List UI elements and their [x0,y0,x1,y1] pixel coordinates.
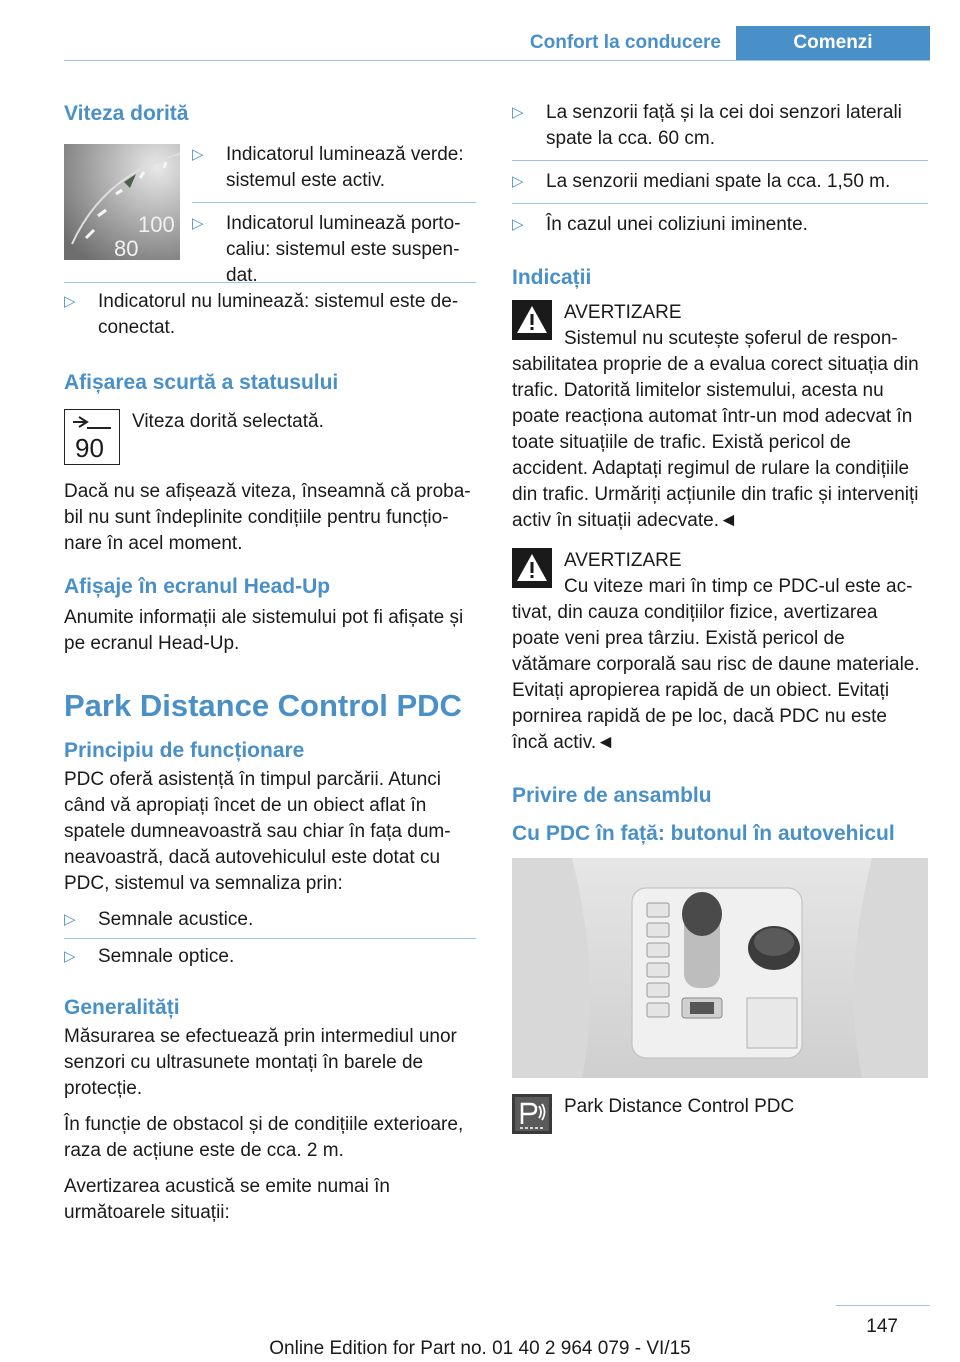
warning-1 [512,300,928,534]
warning-text: Cu viteze mari în timp ce PDC-ul este activat, din cauza condițiilor fizice, avertizarea poate veni prea târziu. Există pericol de vătămare corporală sau risc de daune materiale. Evitați apropierea rapidă de un obiect. Evitați pornirea rapidă de pe loc, dacă PDC nu este încă activ.◄ [512,576,920,753]
warning-text: Sistemul nu scutește șoferul de responsabilitatea proprie de a evalua corect situația din trafic. Datorită limitelor sistemului, acesta nu poate reacționa automat într-un mod adecvat în toate situațiile de trafic. Există pericol de accident. Adaptați regimul de rulare la condițiile din trafic. Urmăriți acțiunile din trafic și interveniți activ în situații adecvate.◄ [512,328,919,531]
pdc-button-block [512,1094,928,1134]
generalitati-p3: Avertizarea acustică se emite numai în următoarele situații: [64,1176,390,1223]
warning-icon [512,300,552,340]
header-chapter: Comenzi [736,26,930,60]
principiu-body: PDC oferă asistență în timpul parcării. Atunci când vă apropiați încet de un obiect aflat în spatele dumneavoastră sau chiar în fața dumneavoastră, dacă autovehiculul este dotat cu PDC, sistemul va semnaliza prin: [64,769,451,894]
right-column [512,100,928,1134]
indicatii-title: Indicații [512,266,592,289]
warning-icon [512,548,552,588]
list-item: ▷ La senzorii mediani spate la cca. 1,50 m. [512,169,928,195]
privire-title: Privire de ansamblu [512,784,712,807]
list-item: ▷ Indicatorul nu luminează: sistemul este deconectat. [64,291,459,338]
list-item: ▷ Indicatorul luminează portocaliu: sistemul este suspendat. [192,213,461,286]
cu-pdc-title: Cu PDC în față: butonul în autovehicul [512,822,895,845]
speed-label-100: 100 [138,212,175,237]
triangle-bullet-icon: ▷ [512,104,524,121]
triangle-bullet-icon: ▷ [192,146,204,163]
generalitati-p1: Măsurarea se efectuează prin intermediul unor senzori cu ultrasunete montați în barele de protecție. [64,1026,457,1099]
principiu-title: Principiu de funcționare [64,739,305,762]
divider [64,938,476,939]
warning-label: AVERTIZARE [564,302,682,323]
headup-title: Afișaje în ecranul Head-Up [64,575,331,598]
page-number: 147 [866,1316,898,1337]
divider [512,160,928,161]
speed-label-80: 80 [114,236,139,261]
center-console-image [512,858,928,1078]
warning-2 [512,548,928,756]
viteza-title: Viteza dorită [64,102,189,125]
triangle-bullet-icon: ▷ [64,293,76,310]
triangle-bullet-icon: ▷ [192,215,204,232]
list-item: ▷ În cazul unei coliziuni iminente. [512,212,928,238]
generalitati-title: Generalități [64,996,180,1019]
header-section: Confort la conducere [529,32,721,53]
afisare-title: Afișarea scurtă a statusului [64,371,339,394]
afisare-caption: Viteza dorită selectată. [132,411,324,432]
viteza-bullets [192,142,476,289]
afisare-body: Dacă nu se afișează viteza, înseamnă că probabil nu sunt îndeplinite condițiile pentru funcționare în acel moment. [64,481,471,554]
left-column [64,100,476,1226]
viteza-block [64,142,476,286]
pdc-title: Park Distance Control PDC [64,688,462,723]
header-rule [64,60,930,61]
list-item: ▷ La senzorii față și la cei doi senzori laterali spate la cca. 60 cm. [512,102,902,149]
list-item: ▷ Semnale optice. [64,944,476,970]
speed-limit-icon: 90 [64,409,120,465]
triangle-bullet-icon: ▷ [64,948,76,965]
warning-label: AVERTIZARE [564,550,682,571]
edition-note: Online Edition for Part no. 01 40 2 964 079 - VI/15 [269,1338,691,1359]
divider [192,202,476,203]
pdc-button-caption: Park Distance Control PDC [564,1096,795,1117]
generalitati-p2: În funcție de obstacol și de condițiile exterioare, raza de acțiune este de cca. 2 m. [64,1114,464,1161]
triangle-bullet-icon: ▷ [512,216,524,233]
list-item: ▷ Semnale acustice. [64,907,476,933]
afisare-block [64,409,476,465]
headup-body: Anumite informații ale sistemului pot fi afișate și pe ecranul Head-Up. [64,607,464,654]
footer-rule [836,1305,930,1306]
triangle-bullet-icon: ▷ [512,173,524,190]
divider [512,203,928,204]
list-item: ▷ Indicatorul luminează verde: sistemul este activ. [192,144,464,191]
triangle-bullet-icon: ▷ [64,911,76,928]
pdc-button-icon [512,1094,552,1134]
